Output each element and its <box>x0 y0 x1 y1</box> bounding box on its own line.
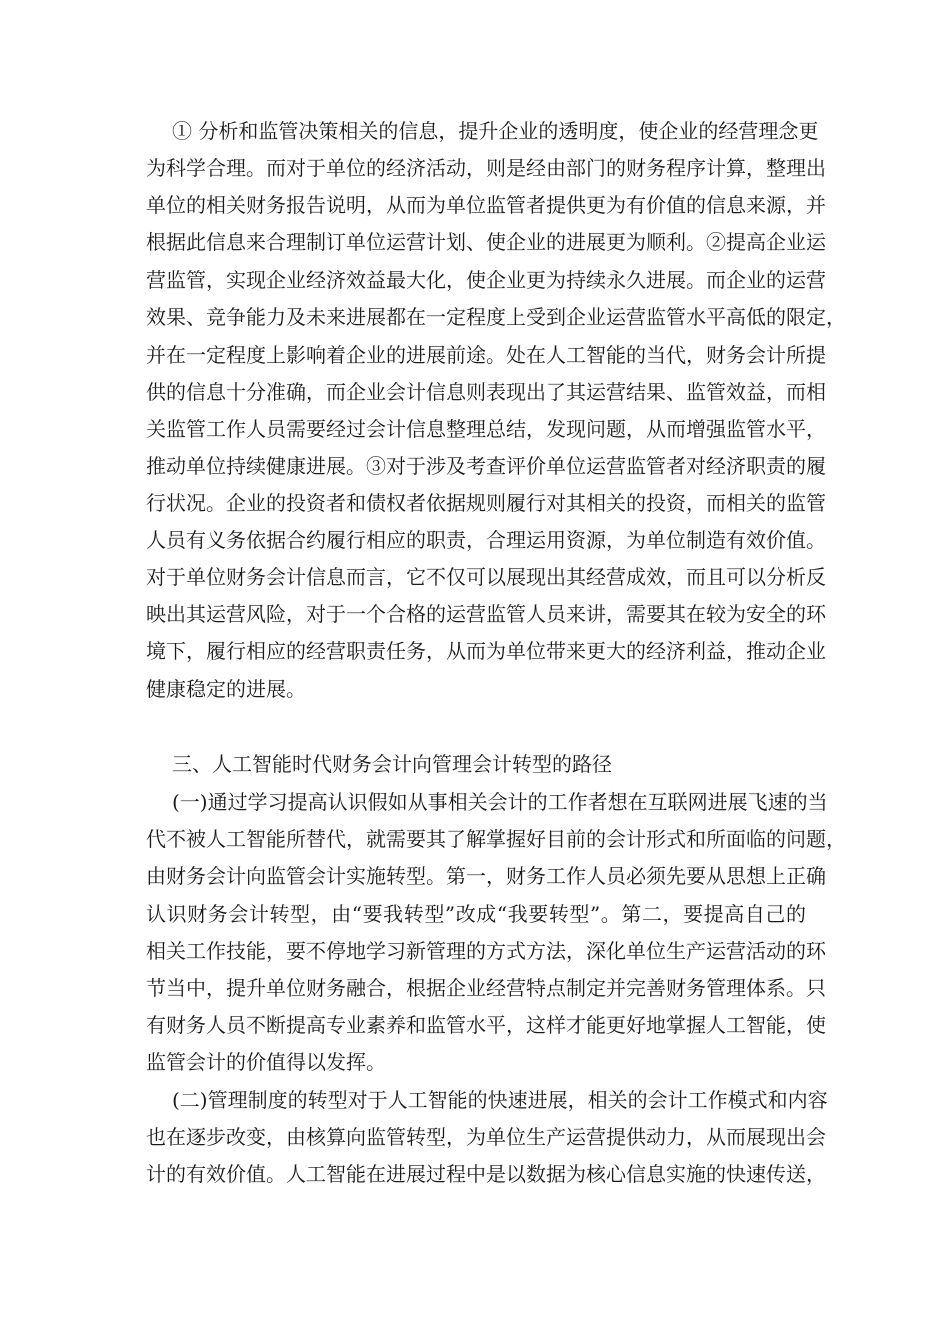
paragraph-line: 行状况。企业的投资者和债权者依据规则履行对其相关的投资，而相关的监管 <box>146 491 826 515</box>
paragraph-line: 计的有效价值。人工智能在进展过程中是以数据为核心信息实施的快速传送， <box>146 1162 826 1186</box>
paragraph-line: 也在逐步改变，由核算向监管转型，为单位生产运营提供动力，从而展现出会 <box>146 1125 826 1149</box>
paragraph-line: 相关工作技能，要不停地学习新管理的方式方法，深化单位生产运营活动的环 <box>146 939 826 963</box>
paragraph-line: 代不被人工智能所替代，就需要其了解掌握好目前的会计形式和所面临的问题， <box>146 827 846 851</box>
paragraph-line: 对于单位财务会计信息而言，它不仅可以展现出其经营成效，而且可以分析反 <box>146 565 826 589</box>
paragraph-line: 人员有义务依据合约履行相应的职责，合理运用资源，为单位制造有效价值。 <box>146 528 826 552</box>
paragraph-line: 推动单位持续健康进展。③对于涉及考查评价单位运营监管者对经济职责的履 <box>146 454 826 478</box>
paragraph-line: 有财务人员不断提高专业素养和监管水平，这样才能更好地掌握人工智能，使 <box>146 1013 826 1037</box>
section-heading: 三、人工智能时代财务会计向管理会计转型的路径 <box>172 752 612 776</box>
paragraph-line: 认识财务会计转型，由“要我转型”改成“我要转型”。第二，要提高自己的 <box>146 902 806 926</box>
paragraph-line: 供的信息十分准确，而企业会计信息则表现出了其运营结果、监管效益，而相 <box>146 380 826 404</box>
paragraph-line: 并在一定程度上影响着企业的进展前途。处在人工智能的当代，财务会计所提 <box>146 343 826 367</box>
paragraph-line: 监管会计的价值得以发挥。 <box>146 1050 386 1074</box>
paragraph-line: ① 分析和监管决策相关的信息，提升企业的透明度，使企业的经营理念更 <box>172 119 819 143</box>
paragraph-line: (一)通过学习提高认识假如从事相关会计的工作者想在互联网进展飞速的当 <box>172 790 828 814</box>
paragraph-line: 境下，履行相应的经营职责任务，从而为单位带来更大的经济利益，推动企业 <box>146 639 826 663</box>
paragraph-line: 映出其运营风险，对于一个合格的运营监管人员来讲，需要其在较为安全的环 <box>146 602 826 626</box>
paragraph-line: (二)管理制度的转型对于人工智能的快速进展，相关的会计工作模式和内容 <box>172 1088 828 1112</box>
paragraph-line: 为科学合理。而对于单位的经济活动，则是经由部门的财务程序计算，整理出 <box>146 156 826 180</box>
paragraph-line: 效果、竞争能力及未来进展都在一定程度上受到企业运营监管水平高低的限定， <box>146 305 846 329</box>
paragraph-line: 由财务会计向监管会计实施转型。第一，财务工作人员必须先要从思想上正确 <box>146 864 826 888</box>
paragraph-line: 健康稳定的进展。 <box>146 677 306 701</box>
paragraph-line: 根据此信息来合理制订单位运营计划、使企业的进展更为顺利。②提高企业运 <box>146 230 826 254</box>
paragraph-line: 单位的相关财务报告说明，从而为单位监管者提供更为有价值的信息来源，并 <box>146 193 826 217</box>
paragraph-line: 营监管，实现企业经济效益最大化，使企业更为持续永久进展。而企业的运营 <box>146 268 826 292</box>
paragraph-line: 关监管工作人员需要经过会计信息整理总结，发现问题，从而增强监管水平， <box>146 417 826 441</box>
paragraph-line: 节当中，提升单位财务融合，根据企业经营特点制定并完善财务管理体系。只 <box>146 976 826 1000</box>
